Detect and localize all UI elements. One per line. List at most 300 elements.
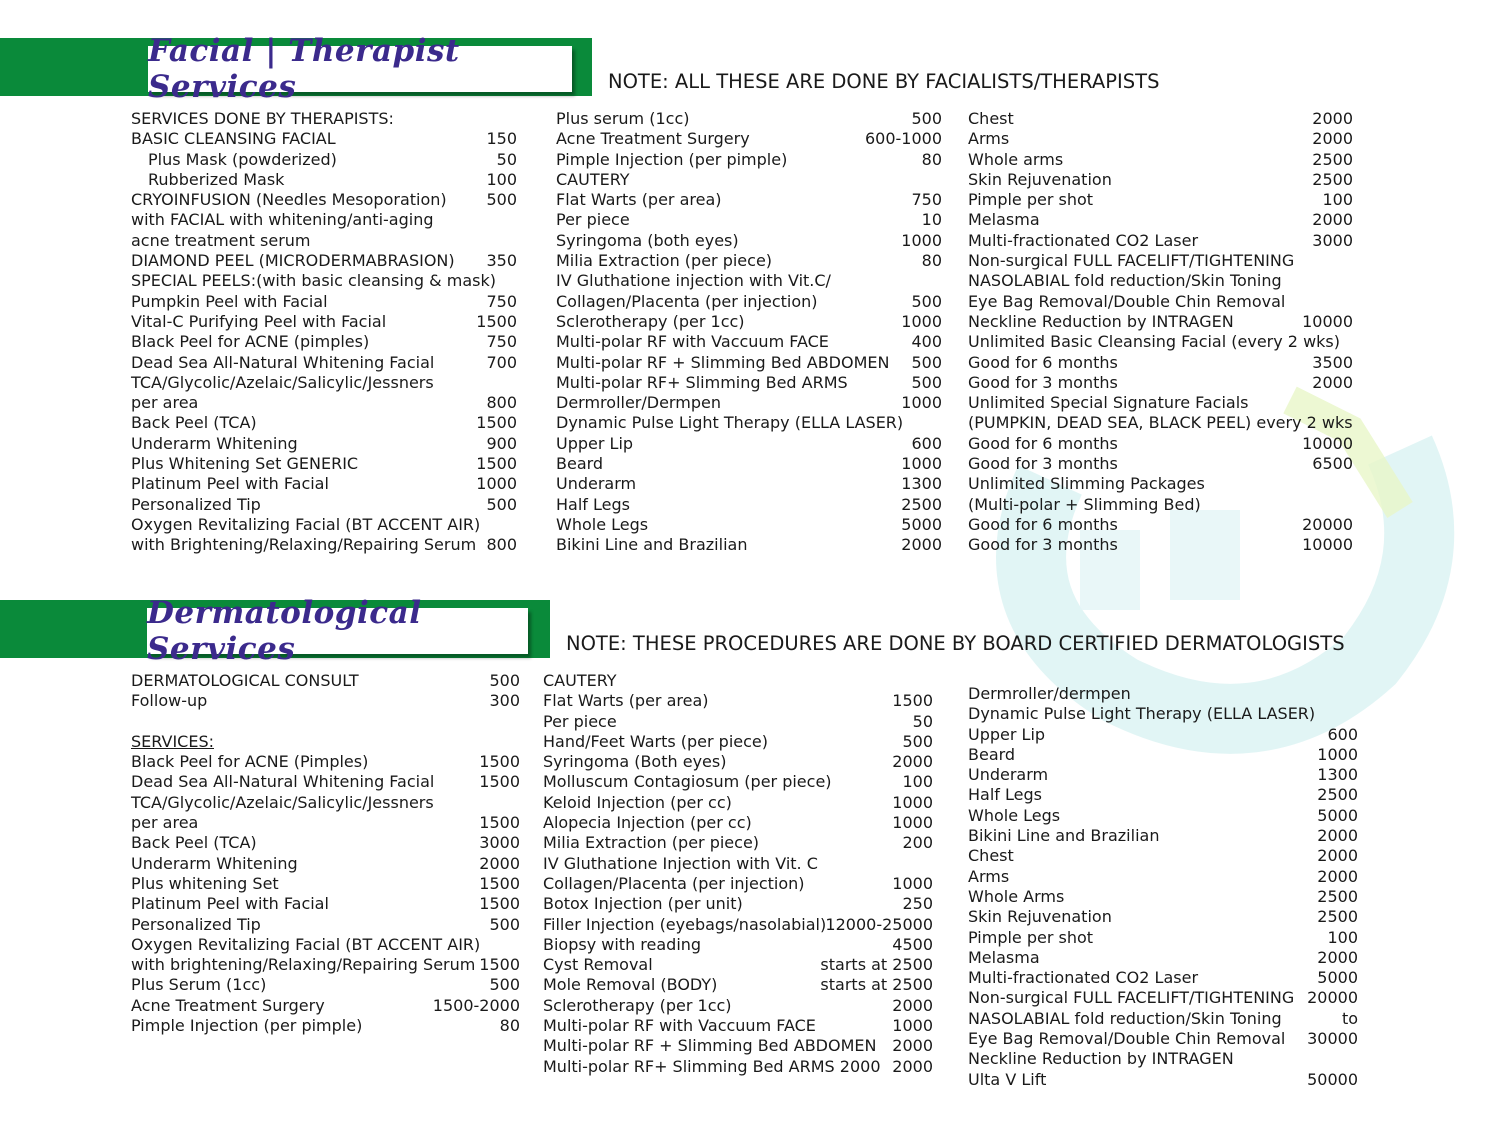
facial-column-3 [968,109,1353,556]
service-price: 100 [486,169,517,189]
service-price: 2500 [901,494,942,514]
service-name: (PUMPKIN, DEAD SEA, BLACK PEEL) every 2 wks [968,413,1353,433]
price-row [968,190,1353,210]
service-price: 300 [489,691,520,711]
service-name: Upper Lip [556,433,634,453]
service-name: Good for 3 months [968,535,1118,555]
service-price: 1300 [901,474,942,494]
service-price: 5000 [1317,805,1358,825]
price-row [556,210,942,230]
service-name: Dermroller/dermpen [968,684,1131,703]
derma-title: Dermatological Services [147,608,528,654]
service-name: Dynamic Pulse Light Therapy (ELLA LASER) [556,413,904,433]
price-row [543,874,933,894]
price-row [131,712,520,732]
price-row [968,454,1353,474]
service-name: Bikini Line and Brazilian [968,826,1160,846]
service-name: DERMATOLOGICAL CONSULT [131,671,359,690]
service-price: 2000 [1312,372,1353,392]
service-price: 80 [921,251,942,271]
service-name: Multi-polar RF+ Slimming Bed ARMS [556,372,848,392]
price-row [968,765,1358,785]
price-row [543,1016,933,1036]
price-row [131,833,520,853]
service-price: 250 [902,894,933,914]
service-name: Milia Extraction (per piece) [556,251,773,271]
service-name: Whole Arms [968,886,1065,906]
derma-column-2 [543,671,933,1077]
service-name: SERVICES DONE BY THERAPISTS: [131,109,394,128]
service-price: 12000-25000 [825,914,933,934]
service-name: Keloid Injection (per cc) [543,792,732,812]
price-row [968,434,1353,454]
service-name: per area [131,813,199,833]
price-row [556,170,942,190]
price-row [131,373,517,393]
service-name: BASIC CLEANSING FACIAL [131,129,336,149]
service-name: Syringoma (Both eyes) [543,752,727,772]
price-row [131,515,517,535]
service-name: Alopecia Injection (per cc) [543,813,752,833]
price-row [131,691,520,711]
service-name: IV Gluthatione Injection with Vit. C [543,853,818,873]
service-price: 50000 [1307,1069,1358,1089]
price-row [131,535,517,555]
service-price: 100 [1322,190,1353,210]
service-price: 500 [486,494,517,514]
facial-column-2 [556,109,942,556]
service-name: Oxygen Revitalizing Facial (BT ACCENT AIR) [131,514,481,534]
service-name: per area [131,393,199,413]
price-row [131,732,520,752]
service-price: 3000 [479,833,520,853]
service-price: 200 [902,833,933,853]
derma-column-3 [968,684,1358,1090]
service-name: Platinum Peel with Facial [131,474,329,494]
service-name: TCA/Glycolic/Azelaic/Salicylic/Jessners [131,372,434,392]
service-price: 2000 [892,1056,933,1076]
price-row [131,170,517,190]
service-price: 2000 [1317,947,1358,967]
service-price: 2000 [1312,210,1353,230]
price-row [131,793,520,813]
price-row [131,975,520,995]
service-name: Good for 3 months [968,372,1118,392]
price-row [543,732,933,752]
price-row [131,292,517,312]
service-name: Flat Warts (per area) [543,691,709,711]
service-price: 10000 [1302,433,1353,453]
price-row [543,996,933,1016]
service-price: 1000 [901,311,942,331]
service-price: 600 [911,433,942,453]
price-row [968,826,1358,846]
service-price: 750 [486,332,517,352]
service-name: with Brightening/Relaxing/Repairing Serum [131,535,477,555]
service-name: Beard [556,454,604,474]
service-name: Sclerotherapy (per 1cc) [543,995,732,1015]
service-price: 1500 [479,894,520,914]
service-name: SPECIAL PEELS:(with basic cleansing & mask) [131,271,496,291]
service-name: Molluscum Contagiosum (per piece) [543,772,832,792]
price-row [968,251,1353,271]
service-price: 1000 [892,1016,933,1036]
price-row [968,1070,1358,1090]
price-row [968,535,1353,555]
price-row [556,393,942,413]
price-row [131,772,520,792]
service-price: 150 [486,129,517,149]
price-row [556,129,942,149]
service-name: Ulta V Lift [968,1069,1047,1089]
price-row [131,474,517,494]
service-name: with brightening/Relaxing/Repairing Serum [131,955,476,975]
service-name: Collagen/Placenta (per injection) [556,291,818,311]
price-row [543,712,933,732]
service-price: 500 [911,109,942,128]
price-row [968,210,1353,230]
price-row [131,874,520,894]
service-price: 2500 [1317,907,1358,927]
price-row [556,190,942,210]
service-name: CAUTERY [556,169,630,189]
service-name: Chest [968,846,1014,866]
service-name: Whole Legs [556,514,649,534]
price-row [543,1057,933,1077]
service-name: Collagen/Placenta (per injection) [543,873,805,893]
service-price: 800 [486,393,517,413]
price-row [968,887,1358,907]
service-name: Multi-fractionated CO2 Laser [968,230,1199,250]
price-row [556,251,942,271]
service-price: 2500 [1317,886,1358,906]
service-price: 900 [486,433,517,453]
service-price: 1300 [1317,765,1358,785]
price-row [543,691,933,711]
service-price: 350 [486,251,517,271]
service-price: 30000 [1307,1029,1358,1049]
service-name: Sclerotherapy (per 1cc) [556,311,745,331]
service-price: 1000 [901,393,942,413]
price-row [968,515,1353,535]
service-price: 80 [499,1016,520,1036]
service-name: Per piece [543,711,617,731]
service-price: 1500-2000 [432,995,520,1015]
price-row [968,745,1358,765]
service-name: Back Peel (TCA) [131,413,257,433]
price-row [556,231,942,251]
service-name: Half Legs [968,785,1042,805]
service-price: 10000 [1302,535,1353,555]
price-row [543,793,933,813]
service-name: Skin Rejuvenation [968,907,1112,927]
service-price: 400 [911,332,942,352]
service-name: Syringoma (both eyes) [556,230,739,250]
price-row [543,915,933,935]
price-row [556,271,942,291]
price-row [968,271,1353,291]
service-price: 750 [486,291,517,311]
service-name: Plus whitening Set [131,873,279,893]
service-name: Multi-polar RF with Vaccuum FACE [556,332,829,352]
service-name: Good for 6 months [968,433,1118,453]
service-name: Skin Rejuvenation [968,169,1112,189]
service-name: Dermroller/Dermpen [556,393,721,413]
price-row [968,968,1358,988]
service-name: Biopsy with reading [543,934,702,954]
service-price: 800 [486,535,517,555]
price-row [131,894,520,914]
price-row [968,867,1358,887]
service-price: 600-1000 [864,129,942,149]
price-row [131,271,517,291]
price-row [556,332,942,352]
price-row [543,833,933,853]
service-price: 20000 [1307,988,1358,1008]
service-name: Plus serum (1cc) [556,109,690,128]
service-name: with FACIAL with whitening/anti-aging [131,210,434,230]
service-price: 1000 [1317,744,1358,764]
price-row [131,190,517,210]
service-price: 500 [489,975,520,995]
facial-column-1 [131,109,517,556]
service-name: Pumpkin Peel with Facial [131,291,328,311]
price-row [131,813,520,833]
service-price: 5000 [1317,968,1358,988]
service-price: 2000 [1317,846,1358,866]
service-price: 1000 [476,474,517,494]
price-row [968,1049,1358,1069]
price-row [968,704,1358,724]
price-row [543,1036,933,1056]
price-row [968,109,1353,129]
service-name: Bikini Line and Brazilian [556,535,748,555]
service-name: Non-surgical FULL FACELIFT/TIGHTENING [968,251,1295,271]
service-name: Multi-polar RF+ Slimming Bed ARMS 2000 [543,1056,881,1076]
service-price: 1500 [479,813,520,833]
service-name: Cyst Removal [543,955,653,975]
service-price: 2000 [479,853,520,873]
price-row [556,373,942,393]
price-row [543,894,933,914]
price-row [556,454,942,474]
service-price: 100 [902,772,933,792]
price-row [131,332,517,352]
price-row [556,353,942,373]
service-name: Good for 3 months [968,454,1118,474]
service-price: 2500 [1312,169,1353,189]
service-price: 50 [912,711,933,731]
service-price: 4500 [892,934,933,954]
service-name: Whole arms [968,149,1064,169]
service-name: Black Peel for ACNE (pimples) [131,332,370,352]
service-price: 1000 [892,873,933,893]
service-price: 500 [911,352,942,372]
price-row [131,251,517,271]
service-name: Arms [968,866,1010,886]
service-price: 10000 [1302,311,1353,331]
service-name: DIAMOND PEEL (MICRODERMABRASION) [131,251,455,271]
service-name: Hand/Feet Warts (per piece) [543,731,769,751]
service-price: 500 [902,731,933,751]
service-name: Underarm Whitening [131,433,298,453]
service-name: Chest [968,109,1014,128]
service-price: starts at 2500 [820,975,933,995]
price-row [543,772,933,792]
service-name: Botox Injection (per unit) [543,894,743,914]
service-name: Rubberized Mask [148,169,285,189]
service-price: 2500 [1312,149,1353,169]
price-row [968,1029,1358,1049]
price-row [968,353,1353,373]
price-row [131,752,520,772]
price-row [131,915,520,935]
price-row [556,150,942,170]
service-name: Eye Bag Removal/Double Chin Removal [968,291,1286,311]
service-price: 1500 [479,752,520,772]
service-price: 100 [1327,927,1358,947]
price-row [131,210,517,230]
service-name: Upper Lip [968,724,1046,744]
price-row [556,515,942,535]
price-row [968,988,1358,1008]
price-row [968,846,1358,866]
service-name: Arms [968,129,1010,149]
price-row [556,434,942,454]
service-price: 700 [486,352,517,372]
service-name: Melasma [968,210,1040,230]
price-row [131,495,517,515]
service-name: Platinum Peel with Facial [131,894,329,914]
service-name: Multi-fractionated CO2 Laser [968,968,1199,988]
service-name: Acne Treatment Surgery [131,995,325,1015]
price-row [968,785,1358,805]
price-row [543,813,933,833]
service-price: 600 [1327,724,1358,744]
service-price: 2000 [1317,866,1358,886]
service-name: CAUTERY [543,671,617,690]
service-name: Multi-polar RF with Vaccuum FACE [543,1016,816,1036]
service-name: Acne Treatment Surgery [556,129,750,149]
service-price: 10 [921,210,942,230]
price-row [543,975,933,995]
price-row [556,312,942,332]
price-row [131,150,517,170]
service-name: (Multi-polar + Slimming Bed) [968,494,1201,514]
service-name: Filler Injection (eyebags/nasolabial) [543,914,827,934]
service-price: 5000 [901,514,942,534]
service-name: Back Peel (TCA) [131,833,257,853]
service-price: 2000 [892,752,933,772]
service-name: Unlimited Special Signature Facials [968,393,1249,413]
price-row [131,454,517,474]
service-name: Eye Bag Removal/Double Chin Removal [968,1029,1286,1049]
price-row [968,373,1353,393]
service-name: acne treatment serum [131,230,311,250]
price-row [968,231,1353,251]
price-row [131,353,517,373]
service-price: 2000 [1312,129,1353,149]
service-name: Dynamic Pulse Light Therapy (ELLA LASER) [968,704,1316,724]
price-row [131,129,517,149]
service-name: Unlimited Slimming Packages [968,474,1205,494]
service-price: 1500 [892,691,933,711]
service-name: Pimple per shot [968,190,1094,210]
service-name: Multi-polar RF + Slimming Bed ABDOMEN [556,352,890,372]
service-price: 500 [486,190,517,210]
service-name: Dead Sea All-Natural Whitening Facial [131,772,435,792]
service-price: 1500 [479,772,520,792]
price-row [543,854,933,874]
price-row [543,671,933,691]
service-name: Underarm Whitening [131,853,298,873]
service-price: 2000 [901,535,942,555]
service-name: Non-surgical FULL FACELIFT/TIGHTENING [968,988,1295,1008]
price-row [968,948,1358,968]
price-row [131,231,517,251]
price-row [131,434,517,454]
service-name: Milia Extraction (per piece) [543,833,760,853]
price-row [968,129,1353,149]
price-row [556,535,942,555]
price-row [968,393,1353,413]
service-name: CRYOINFUSION (Needles Mesoporation) [131,190,447,210]
service-price: 750 [911,190,942,210]
price-row [131,393,517,413]
service-price: 1500 [479,955,520,975]
price-row [131,854,520,874]
service-name: Mole Removal (BODY) [543,975,718,995]
service-name: Pimple per shot [968,927,1094,947]
service-price: 1000 [892,792,933,812]
service-price: 2000 [1317,826,1358,846]
service-price: 1500 [476,311,517,331]
price-row [556,109,942,129]
service-name: Plus Mask (powderized) [148,149,337,169]
price-row [543,935,933,955]
price-row [968,684,1358,704]
price-row [968,332,1353,352]
service-price: 1500 [476,454,517,474]
price-row [968,474,1353,494]
price-row [556,495,942,515]
service-price: 2000 [1312,109,1353,128]
service-name: Pimple Injection (per pimple) [131,1016,363,1036]
service-name: Good for 6 months [968,352,1118,372]
service-price: 500 [911,291,942,311]
service-name: Vital-C Purifying Peel with Facial [131,311,387,331]
service-name: Black Peel for ACNE (Pimples) [131,752,369,772]
service-price: 2500 [1317,785,1358,805]
price-row [543,955,933,975]
price-row [968,292,1353,312]
price-row [131,312,517,332]
service-price: 3000 [1312,230,1353,250]
price-row [131,996,520,1016]
facial-note: NOTE: ALL THESE ARE DONE BY FACIALISTS/THERAPISTS [608,70,1160,93]
service-name: Underarm [556,474,637,494]
service-name: Neckline Reduction by INTRAGEN [968,1049,1234,1069]
price-row [968,907,1358,927]
service-name: Personalized Tip [131,494,261,514]
service-name: Neckline Reduction by INTRAGEN [968,311,1234,331]
price-row [131,109,517,129]
service-name: Personalized Tip [131,914,261,934]
service-name: Half Legs [556,494,630,514]
derma-column-1 [131,671,520,1036]
price-row [968,806,1358,826]
service-name: Per piece [556,210,630,230]
